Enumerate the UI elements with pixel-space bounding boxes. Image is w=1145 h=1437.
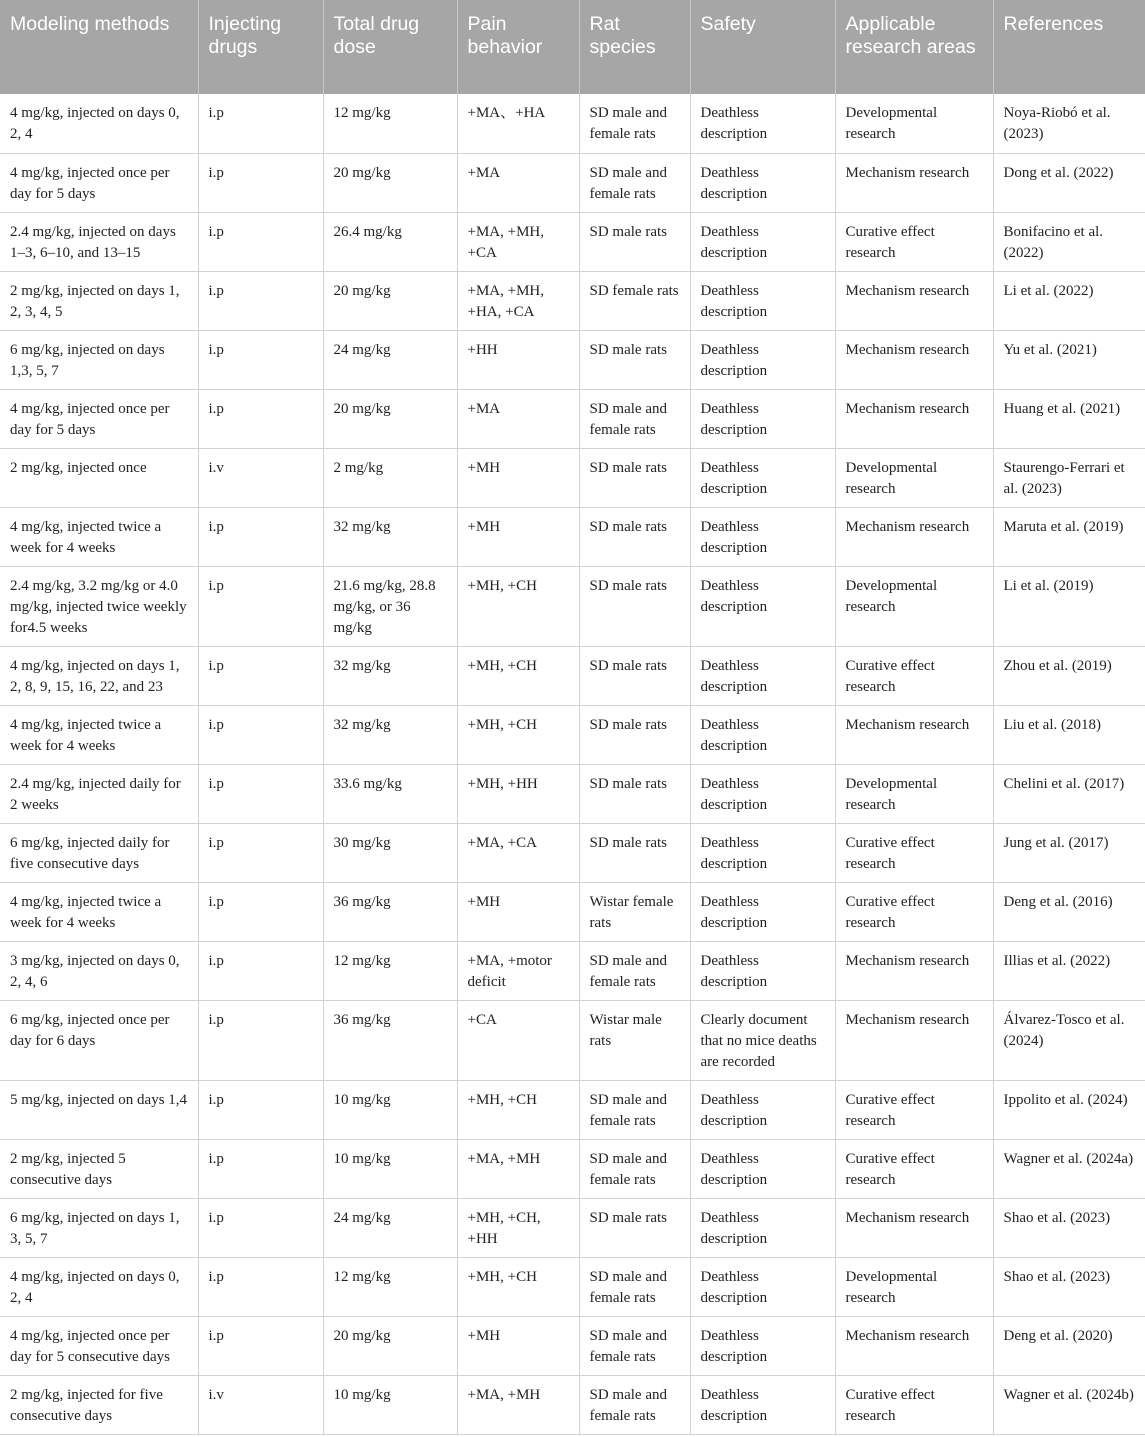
cell-modeling-method: 4 mg/kg, injected once per day for 5 days bbox=[0, 389, 198, 448]
cell-injecting-drug: i.p bbox=[198, 705, 323, 764]
cell-total-dose: 32 mg/kg bbox=[323, 705, 457, 764]
cell-injecting-drug: i.p bbox=[198, 1257, 323, 1316]
table-row bbox=[0, 1139, 1145, 1198]
cell-injecting-drug: i.p bbox=[198, 94, 323, 153]
cell-modeling-method: 4 mg/kg, injected on days 0, 2, 4 bbox=[0, 1257, 198, 1316]
cell-reference: Shao et al. (2023) bbox=[993, 1257, 1145, 1316]
cell-rat-species: SD male and female rats bbox=[579, 1080, 690, 1139]
cell-modeling-method: 4 mg/kg, injected twice a week for 4 weeks bbox=[0, 882, 198, 941]
cell-rat-species: Wistar male rats bbox=[579, 1000, 690, 1080]
cell-total-dose: 12 mg/kg bbox=[323, 1257, 457, 1316]
cell-rat-species: SD male rats bbox=[579, 764, 690, 823]
cell-modeling-method: 3 mg/kg, injected on days 0, 2, 4, 6 bbox=[0, 941, 198, 1000]
cell-safety: Deathless description bbox=[690, 1139, 835, 1198]
cell-research-area: Curative effect research bbox=[835, 882, 993, 941]
cell-rat-species: SD male and female rats bbox=[579, 941, 690, 1000]
cell-injecting-drug: i.p bbox=[198, 1316, 323, 1375]
cell-modeling-method: 6 mg/kg, injected once per day for 6 days bbox=[0, 1000, 198, 1080]
cell-research-area: Developmental research bbox=[835, 1257, 993, 1316]
cell-injecting-drug: i.v bbox=[198, 448, 323, 507]
cell-total-dose: 20 mg/kg bbox=[323, 389, 457, 448]
cell-pain-behavior: +MH bbox=[457, 1316, 579, 1375]
cell-research-area: Curative effect research bbox=[835, 212, 993, 271]
cell-pain-behavior: +MH, +CH, +HH bbox=[457, 1198, 579, 1257]
cell-pain-behavior: +MA, +MH bbox=[457, 1375, 579, 1434]
cell-pain-behavior: +MA, +MH, +CA bbox=[457, 212, 579, 271]
cell-pain-behavior: +CA bbox=[457, 1000, 579, 1080]
cell-reference: Huang et al. (2021) bbox=[993, 389, 1145, 448]
cell-injecting-drug: i.p bbox=[198, 212, 323, 271]
cell-injecting-drug: i.p bbox=[198, 389, 323, 448]
table-row bbox=[0, 94, 1145, 153]
cell-rat-species: SD male rats bbox=[579, 705, 690, 764]
cell-pain-behavior: +MA, +MH, +HA, +CA bbox=[457, 271, 579, 330]
cell-research-area: Mechanism research bbox=[835, 1198, 993, 1257]
cell-injecting-drug: i.p bbox=[198, 764, 323, 823]
cell-research-area: Curative effect research bbox=[835, 1375, 993, 1434]
table-row bbox=[0, 212, 1145, 271]
cell-pain-behavior: +MA, +MH bbox=[457, 1139, 579, 1198]
cell-injecting-drug: i.p bbox=[198, 1198, 323, 1257]
cell-total-dose: 12 mg/kg bbox=[323, 94, 457, 153]
table-row bbox=[0, 1375, 1145, 1434]
cell-pain-behavior: +MH, +CH bbox=[457, 1257, 579, 1316]
cell-safety: Deathless description bbox=[690, 1198, 835, 1257]
cell-injecting-drug: i.p bbox=[198, 823, 323, 882]
cell-reference: Dong et al. (2022) bbox=[993, 153, 1145, 212]
cell-safety: Deathless description bbox=[690, 764, 835, 823]
cell-safety: Deathless description bbox=[690, 507, 835, 566]
cell-reference: Illias et al. (2022) bbox=[993, 941, 1145, 1000]
cell-safety: Deathless description bbox=[690, 330, 835, 389]
cell-reference: Wagner et al. (2024a) bbox=[993, 1139, 1145, 1198]
cell-rat-species: SD male and female rats bbox=[579, 389, 690, 448]
cell-pain-behavior: +MH, +CH bbox=[457, 1080, 579, 1139]
cell-rat-species: SD male and female rats bbox=[579, 94, 690, 153]
table-row bbox=[0, 941, 1145, 1000]
cell-reference: Noya-Riobó et al. (2023) bbox=[993, 94, 1145, 153]
cell-pain-behavior: +MH bbox=[457, 507, 579, 566]
cell-modeling-method: 2 mg/kg, injected for five consecutive days bbox=[0, 1375, 198, 1434]
cell-modeling-method: 4 mg/kg, injected twice a week for 4 weeks bbox=[0, 705, 198, 764]
cell-total-dose: 36 mg/kg bbox=[323, 1000, 457, 1080]
cell-rat-species: SD male rats bbox=[579, 566, 690, 646]
table-row bbox=[0, 764, 1145, 823]
table-row bbox=[0, 507, 1145, 566]
table-row bbox=[0, 389, 1145, 448]
cell-injecting-drug: i.p bbox=[198, 1139, 323, 1198]
cell-rat-species: SD male rats bbox=[579, 448, 690, 507]
cell-pain-behavior: +HH bbox=[457, 330, 579, 389]
cell-modeling-method: 2.4 mg/kg, injected on days 1–3, 6–10, and 13–15 bbox=[0, 212, 198, 271]
cell-reference: Maruta et al. (2019) bbox=[993, 507, 1145, 566]
cell-injecting-drug: i.p bbox=[198, 507, 323, 566]
cell-rat-species: SD male and female rats bbox=[579, 1257, 690, 1316]
cell-reference: Jung et al. (2017) bbox=[993, 823, 1145, 882]
cell-research-area: Developmental research bbox=[835, 94, 993, 153]
cell-research-area: Mechanism research bbox=[835, 1316, 993, 1375]
cell-research-area: Mechanism research bbox=[835, 389, 993, 448]
column-header-total-drug-dose: Total drug dose bbox=[323, 0, 457, 94]
cell-safety: Deathless description bbox=[690, 882, 835, 941]
cell-safety: Deathless description bbox=[690, 1257, 835, 1316]
table-row bbox=[0, 1080, 1145, 1139]
cell-safety: Deathless description bbox=[690, 823, 835, 882]
table-row bbox=[0, 566, 1145, 646]
cell-modeling-method: 2.4 mg/kg, injected daily for 2 weeks bbox=[0, 764, 198, 823]
cell-modeling-method: 2 mg/kg, injected on days 1, 2, 3, 4, 5 bbox=[0, 271, 198, 330]
cell-reference: Deng et al. (2016) bbox=[993, 882, 1145, 941]
cell-research-area: Mechanism research bbox=[835, 941, 993, 1000]
cell-total-dose: 10 mg/kg bbox=[323, 1139, 457, 1198]
cell-modeling-method: 5 mg/kg, injected on days 1,4 bbox=[0, 1080, 198, 1139]
cell-pain-behavior: +MH, +CH bbox=[457, 646, 579, 705]
table-row bbox=[0, 448, 1145, 507]
cell-pain-behavior: +MA, +motor deficit bbox=[457, 941, 579, 1000]
table-body bbox=[0, 94, 1145, 1434]
cell-modeling-method: 6 mg/kg, injected on days 1, 3, 5, 7 bbox=[0, 1198, 198, 1257]
cell-safety: Deathless description bbox=[690, 1375, 835, 1434]
cell-modeling-method: 4 mg/kg, injected once per day for 5 days bbox=[0, 153, 198, 212]
cell-total-dose: 30 mg/kg bbox=[323, 823, 457, 882]
cell-safety: Deathless description bbox=[690, 941, 835, 1000]
cell-safety: Deathless description bbox=[690, 271, 835, 330]
cell-pain-behavior: +MA bbox=[457, 389, 579, 448]
cell-injecting-drug: i.p bbox=[198, 646, 323, 705]
cell-rat-species: SD male and female rats bbox=[579, 1139, 690, 1198]
cell-modeling-method: 2 mg/kg, injected once bbox=[0, 448, 198, 507]
cell-injecting-drug: i.p bbox=[198, 941, 323, 1000]
cell-total-dose: 24 mg/kg bbox=[323, 1198, 457, 1257]
cell-research-area: Curative effect research bbox=[835, 1080, 993, 1139]
table-row bbox=[0, 823, 1145, 882]
table-row bbox=[0, 1316, 1145, 1375]
cell-rat-species: SD male rats bbox=[579, 1198, 690, 1257]
cell-research-area: Developmental research bbox=[835, 448, 993, 507]
cell-modeling-method: 6 mg/kg, injected daily for five consecutive days bbox=[0, 823, 198, 882]
table-row bbox=[0, 646, 1145, 705]
table-row bbox=[0, 882, 1145, 941]
cell-total-dose: 10 mg/kg bbox=[323, 1375, 457, 1434]
cell-research-area: Developmental research bbox=[835, 764, 993, 823]
cell-reference: Chelini et al. (2017) bbox=[993, 764, 1145, 823]
cell-rat-species: SD male rats bbox=[579, 330, 690, 389]
cell-reference: Bonifacino et al. (2022) bbox=[993, 212, 1145, 271]
cell-reference: Ippolito et al. (2024) bbox=[993, 1080, 1145, 1139]
cell-injecting-drug: i.p bbox=[198, 1000, 323, 1080]
cell-rat-species: SD male and female rats bbox=[579, 153, 690, 212]
cell-total-dose: 20 mg/kg bbox=[323, 1316, 457, 1375]
cell-safety: Deathless description bbox=[690, 1080, 835, 1139]
cell-pain-behavior: +MH, +CH bbox=[457, 566, 579, 646]
cell-injecting-drug: i.p bbox=[198, 882, 323, 941]
cell-research-area: Curative effect research bbox=[835, 1139, 993, 1198]
cell-modeling-method: 4 mg/kg, injected on days 1, 2, 8, 9, 15, 16, 22, and 23 bbox=[0, 646, 198, 705]
header-row bbox=[0, 0, 1145, 94]
cell-total-dose: 2 mg/kg bbox=[323, 448, 457, 507]
cell-modeling-method: 4 mg/kg, injected on days 0, 2, 4 bbox=[0, 94, 198, 153]
table-row bbox=[0, 1000, 1145, 1080]
cell-safety: Deathless description bbox=[690, 153, 835, 212]
cell-safety: Deathless description bbox=[690, 389, 835, 448]
cell-rat-species: SD male rats bbox=[579, 212, 690, 271]
cell-total-dose: 20 mg/kg bbox=[323, 271, 457, 330]
cell-research-area: Developmental research bbox=[835, 566, 993, 646]
table-row bbox=[0, 705, 1145, 764]
cell-injecting-drug: i.p bbox=[198, 153, 323, 212]
cell-pain-behavior: +MH, +CH bbox=[457, 705, 579, 764]
table-row bbox=[0, 153, 1145, 212]
cell-research-area: Mechanism research bbox=[835, 507, 993, 566]
cell-reference: Zhou et al. (2019) bbox=[993, 646, 1145, 705]
cell-rat-species: SD female rats bbox=[579, 271, 690, 330]
cell-safety: Deathless description bbox=[690, 94, 835, 153]
cell-rat-species: SD male rats bbox=[579, 507, 690, 566]
cell-total-dose: 32 mg/kg bbox=[323, 507, 457, 566]
cell-pain-behavior: +MH bbox=[457, 448, 579, 507]
column-header-rat-species: Rat species bbox=[579, 0, 690, 94]
cell-rat-species: Wistar female rats bbox=[579, 882, 690, 941]
cell-pain-behavior: +MA, +CA bbox=[457, 823, 579, 882]
cell-reference: Yu et al. (2021) bbox=[993, 330, 1145, 389]
cell-research-area: Curative effect research bbox=[835, 823, 993, 882]
cell-reference: Staurengo-Ferrari et al. (2023) bbox=[993, 448, 1145, 507]
cell-safety: Deathless description bbox=[690, 448, 835, 507]
table-row bbox=[0, 1198, 1145, 1257]
cell-safety: Deathless description bbox=[690, 705, 835, 764]
cell-modeling-method: 2.4 mg/kg, 3.2 mg/kg or 4.0 mg/kg, injected twice weekly for4.5 weeks bbox=[0, 566, 198, 646]
cell-rat-species: SD male and female rats bbox=[579, 1316, 690, 1375]
cell-research-area: Mechanism research bbox=[835, 153, 993, 212]
cell-safety: Deathless description bbox=[690, 1316, 835, 1375]
cell-injecting-drug: i.p bbox=[198, 330, 323, 389]
cell-rat-species: SD male rats bbox=[579, 823, 690, 882]
table-row bbox=[0, 330, 1145, 389]
cell-safety: Deathless description bbox=[690, 566, 835, 646]
column-header-modeling-methods: Modeling methods bbox=[0, 0, 198, 94]
cell-pain-behavior: +MH bbox=[457, 882, 579, 941]
cell-research-area: Mechanism research bbox=[835, 705, 993, 764]
cell-safety: Deathless description bbox=[690, 212, 835, 271]
cell-reference: Li et al. (2022) bbox=[993, 271, 1145, 330]
cell-reference: Liu et al. (2018) bbox=[993, 705, 1145, 764]
cell-pain-behavior: +MH, +HH bbox=[457, 764, 579, 823]
cell-total-dose: 26.4 mg/kg bbox=[323, 212, 457, 271]
cell-injecting-drug: i.p bbox=[198, 271, 323, 330]
column-header-references: References bbox=[993, 0, 1145, 94]
column-header-pain-behavior: Pain behavior bbox=[457, 0, 579, 94]
cell-pain-behavior: +MA、+HA bbox=[457, 94, 579, 153]
cell-modeling-method: 4 mg/kg, injected twice a week for 4 weeks bbox=[0, 507, 198, 566]
cell-research-area: Mechanism research bbox=[835, 330, 993, 389]
column-header-safety: Safety bbox=[690, 0, 835, 94]
cell-total-dose: 10 mg/kg bbox=[323, 1080, 457, 1139]
cell-total-dose: 32 mg/kg bbox=[323, 646, 457, 705]
table-row bbox=[0, 271, 1145, 330]
cell-research-area: Mechanism research bbox=[835, 271, 993, 330]
cell-modeling-method: 4 mg/kg, injected once per day for 5 consecutive days bbox=[0, 1316, 198, 1375]
cell-total-dose: 12 mg/kg bbox=[323, 941, 457, 1000]
cell-modeling-method: 6 mg/kg, injected on days 1,3, 5, 7 bbox=[0, 330, 198, 389]
cell-reference: Wagner et al. (2024b) bbox=[993, 1375, 1145, 1434]
cell-total-dose: 36 mg/kg bbox=[323, 882, 457, 941]
cell-rat-species: SD male rats bbox=[579, 646, 690, 705]
cell-research-area: Curative effect research bbox=[835, 646, 993, 705]
table-row bbox=[0, 1257, 1145, 1316]
cell-injecting-drug: i.p bbox=[198, 1080, 323, 1139]
column-header-injecting-drugs: Injecting drugs bbox=[198, 0, 323, 94]
cell-safety: Deathless description bbox=[690, 646, 835, 705]
cell-injecting-drug: i.p bbox=[198, 566, 323, 646]
cell-reference: Deng et al. (2020) bbox=[993, 1316, 1145, 1375]
cell-total-dose: 33.6 mg/kg bbox=[323, 764, 457, 823]
cell-total-dose: 21.6 mg/kg, 28.8 mg/kg, or 36 mg/kg bbox=[323, 566, 457, 646]
table-header bbox=[0, 0, 1145, 94]
cell-research-area: Mechanism research bbox=[835, 1000, 993, 1080]
cell-reference: Shao et al. (2023) bbox=[993, 1198, 1145, 1257]
cell-total-dose: 24 mg/kg bbox=[323, 330, 457, 389]
column-header-research-areas: Applicable research areas bbox=[835, 0, 993, 94]
cell-reference: Álvarez-Tosco et al. (2024) bbox=[993, 1000, 1145, 1080]
cell-safety: Clearly document that no mice deaths are recorded bbox=[690, 1000, 835, 1080]
cell-reference: Li et al. (2019) bbox=[993, 566, 1145, 646]
cell-injecting-drug: i.v bbox=[198, 1375, 323, 1434]
cell-rat-species: SD male and female rats bbox=[579, 1375, 690, 1434]
cell-modeling-method: 2 mg/kg, injected 5 consecutive days bbox=[0, 1139, 198, 1198]
cell-pain-behavior: +MA bbox=[457, 153, 579, 212]
cell-total-dose: 20 mg/kg bbox=[323, 153, 457, 212]
